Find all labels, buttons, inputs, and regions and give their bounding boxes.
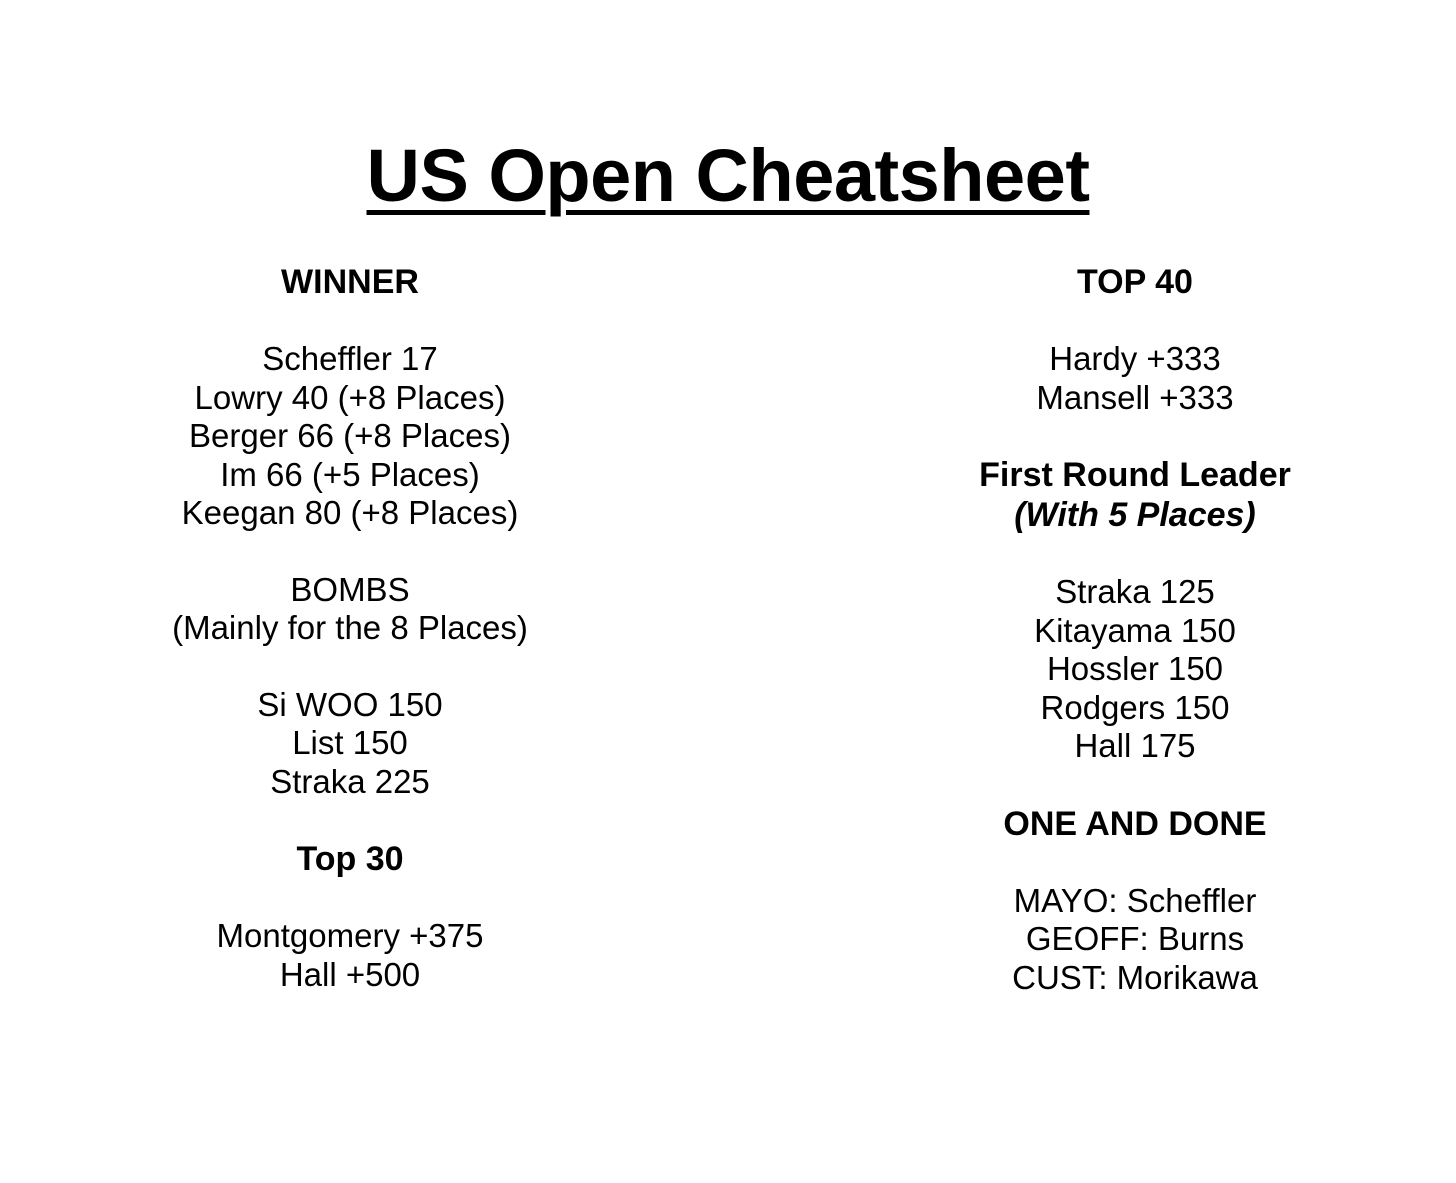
right-column (935, 262, 1335, 997)
list-item: Si WOO 150 (257, 685, 443, 723)
winner-list (150, 340, 550, 533)
page-title-text: US Open Cheatsheet (366, 134, 1090, 217)
list-item: CUST: Morikawa (1012, 958, 1258, 996)
first-round-leader-list (935, 573, 1335, 766)
list-item: Hossler 150 (1046, 650, 1224, 687)
list-item: Straka 225 (270, 762, 430, 800)
list-item: Mansell +333 (1036, 378, 1234, 416)
winner-heading: WINNER (281, 263, 419, 301)
list-item: Lowry 40 (+8 Places) (194, 378, 506, 416)
top40-list (935, 340, 1335, 417)
list-item: Berger 66 (+8 Places) (189, 417, 511, 454)
list-item: Montgomery +375 (216, 917, 484, 954)
list-item: Straka 125 (1055, 573, 1215, 610)
first-round-leader-subheading: (With 5 Places) (1014, 496, 1256, 534)
list-item: Kitayama 150 (1034, 611, 1236, 649)
list-item: MAYO: Scheffler (1013, 881, 1257, 919)
bombs-subheading: (Mainly for the 8 Places) (172, 609, 528, 646)
left-column (150, 262, 550, 994)
bombs-heading: BOMBS (290, 570, 410, 608)
list-item: List 150 (292, 724, 408, 761)
page-title (0, 132, 1456, 220)
list-item: Scheffler 17 (262, 340, 438, 377)
bombs-list (150, 686, 550, 802)
top30-heading: Top 30 (296, 840, 404, 878)
top30-list (150, 917, 550, 994)
list-item: Rodgers 150 (1040, 688, 1230, 726)
list-item: Keegan 80 (+8 Places) (181, 494, 519, 531)
top40-heading: TOP 40 (1077, 263, 1193, 301)
first-round-leader-heading: First Round Leader (979, 456, 1291, 494)
list-item: Hall +500 (279, 955, 421, 993)
list-item: Hardy +333 (1049, 340, 1221, 377)
one-and-done-list (935, 882, 1335, 998)
one-and-done-heading: ONE AND DONE (1003, 804, 1267, 843)
list-item: Hall 175 (1074, 727, 1196, 764)
list-item: Im 66 (+5 Places) (220, 455, 480, 493)
list-item: GEOFF: Burns (1025, 920, 1245, 957)
